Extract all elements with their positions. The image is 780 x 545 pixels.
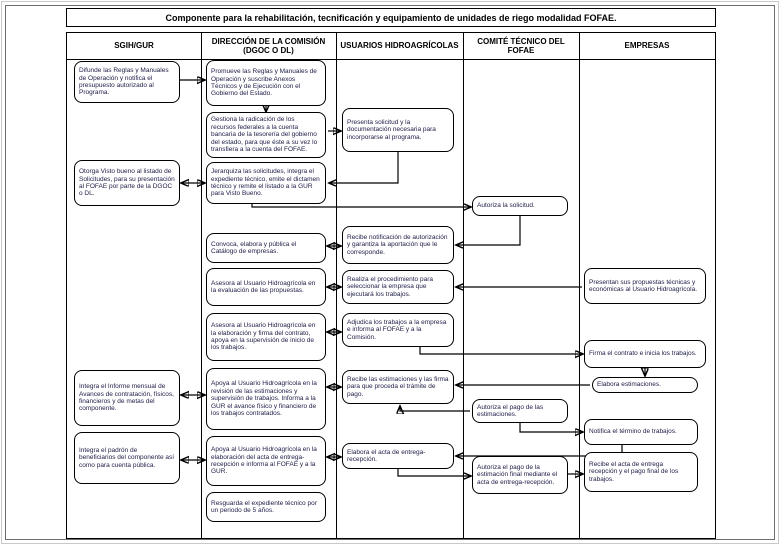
flow-box-adjudica-trabajos bbox=[342, 313, 454, 347]
flow-box-label: Recibe el acta de entrega recepción y el pago final de los trabajos. bbox=[589, 460, 679, 483]
swimlane-header-row bbox=[67, 33, 715, 60]
column-divider bbox=[579, 33, 580, 538]
flow-box-label: Promueve las Reglas y Manuales de Operación y suscribe Anexos Técnicos y de Ejecución con el Gobierno del Estado. bbox=[211, 68, 317, 98]
column-header-comite: COMITÉ TÉCNICO DEL FOFAE bbox=[477, 36, 565, 55]
flow-box-elabora-estimaciones bbox=[592, 377, 698, 393]
flow-box-label: Autoriza la solicitud. bbox=[477, 202, 535, 210]
flow-box-promueve-reglas bbox=[206, 60, 326, 106]
flow-box-notifica-termino bbox=[584, 419, 698, 445]
flow-box-label: Realiza el procedimiento para seleccionar la empresa que ejecutará los trabajos. bbox=[347, 275, 433, 298]
flow-box-recibe-acta-pago-final bbox=[584, 452, 698, 492]
flow-box-label: Recibe notificación de autorización y garantiza la aportación que le corresponde. bbox=[347, 233, 448, 256]
flow-box-resguarda-expediente bbox=[206, 492, 326, 522]
flow-box-label: Integra el padrón de beneficiarios del componente así como para cuenta pública. bbox=[79, 446, 175, 469]
flow-box-presenta-solicitud bbox=[342, 108, 454, 152]
flow-box-asesora-contrato bbox=[206, 313, 326, 361]
flow-box-label: Gestiona la radicación de los recursos federales a la cuenta bancaria de la tesorería del gobierno del estado, para que éste a su vez lo transfiera a la cuenta del FOFAE. bbox=[211, 116, 318, 154]
flow-box-label: Elabora el acta de entrega-recepción. bbox=[347, 448, 426, 463]
flow-box-label: Integra el Informe mensual de Avances de contratación, físicos, financieros y de metas del componente. bbox=[79, 383, 174, 413]
flow-box-label: Adjudica los trabajos a la empresa e informa al FOFAE y a la Comisión. bbox=[347, 318, 447, 341]
flow-box-elabora-acta bbox=[342, 443, 454, 469]
flow-box-integra-informe bbox=[74, 370, 180, 426]
flow-box-label: Resguarda el expediente técnico por un periodo de 5 años. bbox=[211, 499, 317, 514]
flow-box-label: Convoca, elabora y pública el Catálogo de empresas. bbox=[211, 240, 297, 255]
flow-box-firma-contrato bbox=[584, 340, 706, 368]
column-header-sgih-gur: SGIH/GUR bbox=[114, 41, 154, 51]
column-header-usuarios: USUARIOS HIDROAGRÍCOLAS bbox=[340, 41, 459, 51]
flow-box-label: Elabora estimaciones. bbox=[597, 381, 661, 389]
column-header-empresas: EMPRESAS bbox=[624, 41, 670, 51]
flow-box-presentan-propuestas bbox=[584, 268, 706, 304]
flow-box-autoriza-pago-estimaciones bbox=[472, 399, 568, 423]
flow-box-label: Apoya al Usuario Hidroagrícola en la revisión de las estimaciones y supervisión de trabajos. Informa a la GUR el avance físico y financiero de los trabajos contratados. bbox=[211, 380, 317, 418]
column-divider bbox=[201, 33, 202, 538]
flow-box-difunde-reglas bbox=[74, 61, 180, 103]
flow-box-recibe-estimaciones bbox=[342, 370, 454, 404]
flow-box-label: Recibe las estimaciones y las firma para que proceda el trámite de pago. bbox=[347, 375, 449, 398]
column-header-direccion: DIRECCIÓN DE LA COMISIÓN (DGOC O DL) bbox=[211, 36, 326, 55]
flow-box-autoriza-pago-final bbox=[472, 456, 568, 494]
flow-box-label: Notifica el término de trabajos. bbox=[589, 428, 677, 436]
flow-box-otorga-visto-bueno bbox=[74, 160, 180, 206]
column-divider bbox=[336, 33, 337, 538]
flow-box-label: Firma el contrato e inicia los trabajos. bbox=[589, 350, 697, 358]
flow-box-autoriza-solicitud bbox=[472, 196, 568, 216]
flow-box-label: Presentan sus propuestas técnicas y económicas al Usuario Hidroagrícola. bbox=[589, 278, 698, 293]
flow-box-asesora-evaluacion bbox=[206, 268, 326, 306]
flow-box-label: Autoriza el pago de la estimación final mediante el acta de entrega-recepción. bbox=[477, 463, 558, 486]
column-divider bbox=[463, 33, 464, 538]
flow-box-apoya-acta-entrega bbox=[206, 436, 326, 486]
flow-box-label: Otorga Visto bueno al listado de Solicitudes, para su presentación al FOFAE por parte de la DGOC o DL. bbox=[79, 168, 175, 198]
flow-box-integra-padron bbox=[74, 432, 180, 484]
flow-box-recibe-notificacion bbox=[342, 226, 454, 264]
flow-box-label: Asesora al Usuario Hidroagrícola en la evaluación de las propuestas. bbox=[211, 279, 316, 294]
flow-box-apoya-revision-estimaciones bbox=[206, 368, 326, 430]
flow-box-realiza-procedimiento bbox=[342, 270, 454, 304]
flow-box-label: Asesora al Usuario Hidroagrícola en la elaboración y firma del contrato, apoya en la supervisión de inicio de los trabajos. bbox=[211, 322, 316, 352]
flow-box-label: Apoya al Usuario Hidroagrícola en la elaboración del acta de entrega-recepción e informa al FOFAE y a la GUR. bbox=[211, 446, 317, 476]
flow-box-jerarquiza-solicitudes bbox=[206, 162, 326, 204]
flow-box-label: Presenta solicitud y la documentación necesaria para incorporarse al programa. bbox=[347, 118, 436, 141]
flow-box-label: Jerarquiza las solicitudes, integra el expediente técnico, emite el dictamen técnico y remite el listado a la GUR para Visto Bueno. bbox=[211, 168, 320, 198]
flow-box-gestiona-radicacion bbox=[206, 112, 326, 158]
page-title: Componente para la rehabilitación, tecnificación y equipamiento de unidades de riego modalidad FOFAE. bbox=[66, 8, 716, 27]
flow-box-convoca-catalogo bbox=[206, 233, 326, 263]
flow-box-label: Difunde las Reglas y Manuales de Operación y notifica el presupuesto autorizado al Programa. bbox=[79, 67, 169, 97]
flow-box-label: Autoriza el pago de las estimaciones. bbox=[477, 403, 544, 418]
